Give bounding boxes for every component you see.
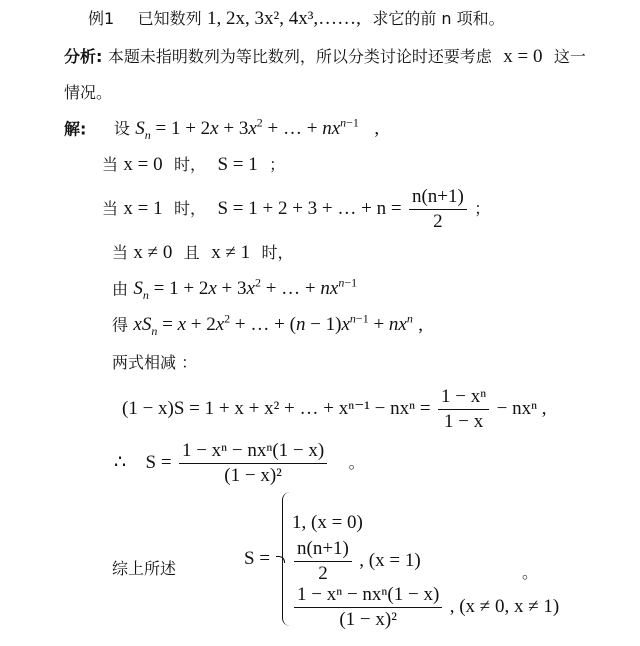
example-text: 已知数列: [137, 9, 202, 28]
difference-line: [122, 386, 547, 433]
get-comma: ,: [418, 314, 424, 336]
piece-3: [292, 584, 559, 631]
case-x1-condition: x = 1: [123, 197, 163, 219]
case-x0-condition: x = 0: [123, 154, 163, 175]
summary-lhs: S =: [244, 548, 271, 569]
summary-label: 综上所述: [112, 559, 177, 578]
therefore-line: [114, 440, 365, 487]
analysis-text-end: 这一: [553, 47, 586, 66]
piece-3-fraction: [294, 584, 442, 631]
piece-3-denominator: (1 − x)²: [339, 608, 397, 630]
example-sequence: 1, 2x, 3x², 4x³,……,: [207, 8, 361, 29]
sum-definition-formula: $S_n = 1 + 2x + 3x^2$ + … + $nx^{n-1}$: [135, 116, 359, 143]
solution-set-word: 设: [113, 119, 130, 139]
example-statement: [88, 6, 505, 30]
case-general-then: 时，: [261, 243, 294, 262]
difference-tail: − nxⁿ ,: [496, 397, 547, 419]
from-formula: $S_n = 1 + 2x + 3x^2$ + … + $nx^{n-1}$: [133, 276, 358, 303]
get-formula: $xS_n = x + 2x^2$ + … + $(n - 1)x^{n-1} + nx^n$: [133, 312, 413, 339]
case-x1-fraction: [409, 186, 467, 233]
difference-formula: (1 − x)S = 1 + x + x² + … + xⁿ⁻¹ − nxⁿ =: [122, 397, 431, 419]
analysis-line: [64, 44, 586, 68]
case-x0-end: ；: [269, 155, 286, 174]
example-question: 求它的前 n 项和。: [372, 9, 505, 28]
get-line: [112, 312, 423, 339]
case-general-and: 且: [183, 243, 200, 262]
final-end: 。: [348, 452, 365, 472]
case-x0-when: 当: [102, 155, 119, 174]
case-x0-result: S = 1: [217, 154, 258, 175]
summary-end-mark: 。: [522, 563, 539, 582]
final-lhs: S =: [145, 451, 172, 473]
difference-numerator: 1 − xⁿ: [438, 386, 489, 410]
difference-denominator: 1 − x: [443, 410, 484, 432]
analysis-line-2: 情况。: [64, 83, 113, 102]
final-numerator: 1 − xⁿ − nxⁿ(1 − x): [179, 440, 327, 464]
case-general-condition-1: x ≠ 0: [133, 242, 173, 263]
case-x1-when: 当: [102, 198, 119, 218]
case-x1-denominator: 2: [433, 210, 443, 232]
final-denominator: (1 − x)²: [224, 464, 282, 486]
case-x0-then: 时，: [174, 155, 207, 174]
analysis-condition: x = 0: [503, 46, 543, 67]
piece-2-denominator: 2: [318, 562, 328, 584]
subtract-line: 两式相减 ：: [112, 353, 198, 372]
difference-fraction: [438, 386, 489, 433]
case-x0: [102, 152, 285, 176]
piece-2: [292, 538, 421, 585]
final-fraction: [179, 440, 327, 487]
get-word: 得: [112, 315, 129, 335]
piece-2-numerator: n(n+1): [294, 538, 352, 562]
example-label: 例1: [88, 9, 115, 28]
solution-sum-definition: [64, 116, 379, 143]
sum-definition-comma: ,: [374, 118, 380, 140]
analysis-text: 本题未指明数列为等比数列，所以分类讨论时还要考虑: [107, 47, 492, 66]
case-general-condition-2: x ≠ 1: [211, 242, 251, 263]
case-x1-numerator: n(n+1): [409, 186, 467, 210]
from-word: 由: [112, 279, 129, 299]
piece-2-condition: , (x = 1): [359, 549, 421, 571]
case-x1-sum: S = 1 + 2 + 3 + … + n =: [217, 197, 402, 219]
case-general: [112, 240, 294, 264]
piece-3-condition: , (x ≠ 0, x ≠ 1): [449, 595, 560, 617]
case-x1-end: ；: [474, 198, 491, 218]
from-line: [112, 276, 357, 303]
therefore-symbol: ∴: [114, 451, 127, 473]
piece-2-fraction: [294, 538, 352, 585]
case-x1: [102, 186, 490, 233]
analysis-label: 分析:: [64, 47, 103, 66]
solution-label: 解:: [64, 119, 87, 139]
piece-1: 1, (x = 0): [292, 512, 363, 533]
case-general-when: 当: [112, 243, 129, 262]
case-x1-then: 时，: [174, 198, 207, 218]
piece-3-numerator: 1 − xⁿ − nxⁿ(1 − x): [294, 584, 442, 608]
